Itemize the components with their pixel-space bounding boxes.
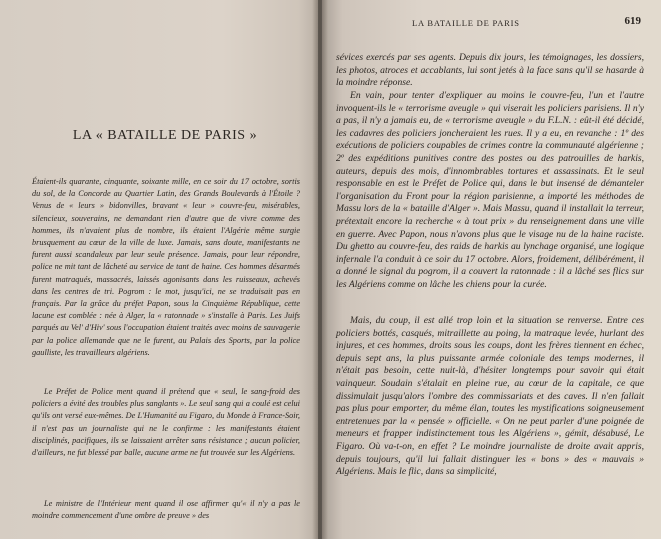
right-paragraph-1: sévices exercés par ses agents. Depuis dix jours, les témoignages, les dossiers, les photos, atroces et accablants, lui sont jetés à la face sans qu'il se hasarde à la moindre réponse. [336,52,644,89]
page-number: 619 [624,15,641,27]
left-paragraph-2: Le Préfet de Police ment quand il prétend que « seul, le sang-froid des policiers a évité des troubles plus sanglants ». Le seul sang qui a coulé est celui qu'ils ont versé eux-mêmes. De L'Humanité au Figaro, du Monde à France-Soir, il n'est pas un journaliste qui ne le confirme : les manifestants étaient disciplinés, pacifiques, ils se laissaient arrêter sans résistance ; aucun policier, d'ailleurs, ne fut blessé par balle, aucune arme ne fut trouvée sur les Algériens. [32,387,300,458]
book-gutter [312,0,328,539]
right-page [322,0,661,539]
left-paragraph-3: Le ministre de l'Intérieur ment quand il ose affirmer qu'« il n'y a pas le moindre commencement d'une ombre de preuve » des [32,499,300,521]
right-paragraph-3: Mais, du coup, il est allé trop loin et la situation se renverse. Entre ces policiers bottés, casqués, mitraillette au poing, la matraque levée, hurlant des injures, et ces hommes, droits sous les coups, dont les frères tiennent en échec, depuis sept ans, la plus puissante armée coloniale des temps modernes, il n'était pas besoin, cette nuit-là, d'hésiter longtemps pour savoir qui était vainqueur. Soudain s'étalait en pleine rue, au cœur de la capitale, ce que dissimulait jusqu'alors l'ombre des commissariats et des caves. Il n'en fallait pas plus pour emporter, du même élan, toutes les mystifications soigneusement entretenues par la « pensée » officielle. « On ne peut parler d'une poignée de meneurs et frapper indistinctement tous les Algériens », gémit, désabusé, Le Figaro. Où va-t-on, en effet ? Le moindre journaliste de droite avait appris, depuis toujours, qu'il lui fallait distinguer les « bons » des « mauvais » Algériens. Mais le flic, dans sa simplicité, [336,315,644,478]
right-paragraph-2: En vain, pour tenter d'expliquer au moins le couvre-feu, l'un et l'autre invoquent-ils le « terrorisme aveugle » qui viserait les policiers parisiens. Il n'y a pas, il n'y a jamais eu, de « terrorisme aveugle » du F.L.N. : eût-il été décidé, les cadavres des policiers joncheraient les rues. Il y a eu, en revanche : 1º des exécutions de policiers coupables de crimes contre la communauté algérienne ; 2º des expéditions punitives contre des postes ou des patrouilles de harkis, auteurs, depuis des mois, d'innombrables tortures et assassinats. Et le seul responsable en est le Préfet de Police qui, dans le but insensé de démanteler l'organisation du Front pour la région parisienne, a importé les méthodes de Massu lors de la « bataille d'Alger ». Mais Massu, quand il installait la terreur, prétextait encore la recherche « à tout prix » du renseignement dans une ville en guerre. Avec Papon, nous n'avons plus que le visage nu de la haine raciste. Du ghetto au couvre-feu, des raids de harkis au lynchage organisé, une logique infernale l'a conduit à ce soir du 17 octobre. Alors, froidement, délibérément, il a donné le signal du pogrom, il a couvert la ratonnade : il a lâché ses flics sur les Algériens comme on lâche les chiens pour la curée. [336,90,644,290]
chapter-title: LA « BATAILLE DE PARIS » [72,128,258,143]
left-paragraph-1: Étaient-ils quarante, cinquante, soixante mille, en ce soir du 17 octobre, sortis du sol, de la Concorde au Quartier Latin, des Grands Boulevards à l'Étoile ? Venus de « leurs » bidonvilles, bravant « leur » couvre-feu, misérables, silencieux, souverains, ne demandant rien d'autre que de vivre comme des hommes, ils n'avaient plus de nombre, ils étaient l'Algérie même surgie brusquement au cœur de la ville de luxe. Jamais, sans doute, manifestants ne furent aussi scandaleux par leur seule présence. Jamais, pour leur répondre, police ne mit tant de lâcheté au service de tant de haine. Ces hommes désarmés furent matraqués, massacrés, laissés agonisants dans les ruisseaux, achevés dans les centres de tri. Pogrom : le mot, jusqu'ici, ne se traduisait pas en français. Par la grâce du préfet Papon, sous la Cinquième République, cette lacune est comblée : née à Alger, la « ratonnade » s'installe à Paris. Les Juifs parqués au Vel' d'Hiv' sous l'occupation étaient traités avec moins de sauvagerie par la police allemande que ne le furent, au Palais des Sports, par la police gaulliste, les travailleurs algériens. [32,177,300,357]
left-page [0,0,318,539]
running-head: LA BATAILLE DE PARIS [412,18,520,28]
